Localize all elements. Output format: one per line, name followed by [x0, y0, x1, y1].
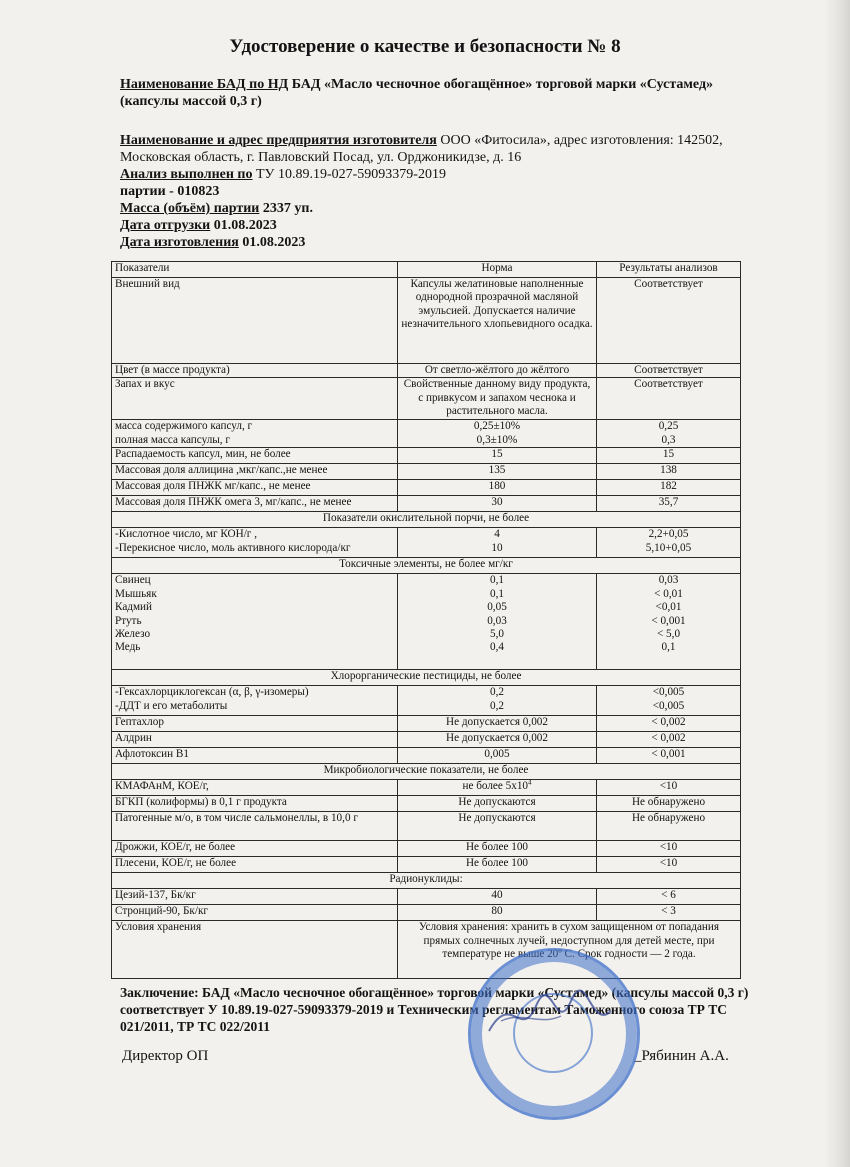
norm-cell: Условия хранения: хранить в сухом защищенном от попадания прямых солнечных лучей, недоступном для детей месте, при температуре не выше 20º С. Срок годности — 2 года. [398, 921, 741, 979]
result-header: Результаты анализов [597, 262, 741, 278]
table-row [112, 480, 741, 496]
table-section-row [112, 512, 741, 528]
scan-edge-shadow [824, 0, 850, 1167]
result-cell: 0,25 0,3 [597, 420, 741, 448]
norm-cell: Не более 100 [398, 857, 597, 873]
table-row [112, 496, 741, 512]
result-cell: 0,03 < 0,01 <0,01 < 0,001 < 5,0 0,1 [597, 574, 741, 670]
signer-name: _Рябинин А.А. [634, 1048, 729, 1064]
norm-cell: 4 10 [398, 528, 597, 558]
table-row [112, 464, 741, 480]
table-row [112, 748, 741, 764]
norm-cell: 40 [398, 889, 597, 905]
norm-cell: 80 [398, 905, 597, 921]
analysis-value: ТУ 10.89.19-027-59093379-2019 [252, 167, 446, 182]
table-row [112, 841, 741, 857]
signature-scribble [481, 981, 621, 1051]
manufacture-date-label: Дата изготовления [120, 235, 239, 250]
norm-cell: 0,2 0,2 [398, 686, 597, 716]
result-cell: <0,005 <0,005 [597, 686, 741, 716]
indicator-cell: Массовая доля ПНЖК омега 3, мг/капс., не менее [112, 496, 398, 512]
result-cell: 182 [597, 480, 741, 496]
indicator-cell: Гептахлор [112, 716, 398, 732]
indicator-cell: Стронций-90, Бк/кг [112, 905, 398, 921]
norm-cell: Капсулы желатиновые наполненные однородной прозрачной масляной эмульсией. Допускается наличие незначительного хлопьевидного осадка. [398, 278, 597, 364]
norm-exponent: 4 [528, 779, 532, 787]
norm-value: не более 5х10 [462, 780, 529, 793]
section-heading: Радионуклиды: [112, 873, 741, 889]
indicator-cell: -Кислотное число, мг КОН/г , -Перекисное число, моль активного кислорода/кг [112, 528, 398, 558]
shipping-date-line [120, 217, 760, 234]
result-cell: Соответствует [597, 278, 741, 364]
product-name-block [120, 76, 760, 110]
result-cell: <10 [597, 780, 741, 796]
table-row [112, 528, 741, 558]
section-heading: Микробиологические показатели, не более [112, 764, 741, 780]
norm-cell: Не допускается 0,002 [398, 716, 597, 732]
indicator-cell: -Гексахлорциклогексан (α, β, γ-изомеры) -ДДТ и его метаболиты [112, 686, 398, 716]
result-cell: 35,7 [597, 496, 741, 512]
table-row [112, 796, 741, 812]
indicator-cell: Афлотоксин В1 [112, 748, 398, 764]
result-cell: <10 [597, 841, 741, 857]
conclusion-text: Заключение: БАД «Масло чесночное обогащённое» торговой марки «Сустамед» (капсулы массой 0,3 г) соответствует У 10.89.19-027-59093379-2019 и Техническим регламентам Таможенного союза ТР ТС 021/2011, ТР ТС 022/2011 [120, 985, 749, 1034]
norm-cell: 30 [398, 496, 597, 512]
indicator-cell: Цвет (в массе продукта) [112, 364, 398, 378]
manufacturer-label: Наименование и адрес предприятия изготовителя [120, 133, 437, 148]
document-title: Удостоверение о качестве и безопасности № 8 [229, 36, 621, 57]
norm-cell: Не допускаются [398, 812, 597, 841]
mass-value: 2337 уп. [259, 201, 313, 216]
company-stamp [468, 948, 640, 1120]
norm-cell [398, 780, 597, 796]
analysis-line [120, 166, 760, 183]
section-heading: Хлорорганические пестициды, не более [112, 670, 741, 686]
result-cell: Соответствует [597, 364, 741, 378]
table-row [112, 278, 741, 364]
batch-line: партии - 010823 [120, 184, 220, 199]
shipping-date-label: Дата отгрузки [120, 218, 211, 233]
table-row [112, 686, 741, 716]
norm-cell: Не допускается 0,002 [398, 732, 597, 748]
mass-label: Масса (объём) партии [120, 201, 260, 216]
indicator-cell: Цезий-137, Бк/кг [112, 889, 398, 905]
section-heading: Показатели окислительной порчи, не более [112, 512, 741, 528]
mass-line [120, 200, 760, 217]
table-row [112, 378, 741, 420]
norm-cell: 15 [398, 448, 597, 464]
manufacturer-value: ООО «Фитосила», адрес изготовления: 142502, Московская область, г. Павловский Посад, ул. Орджоникидзе, д. 16 [120, 133, 723, 165]
indicator-cell: Условия хранения [112, 921, 398, 979]
norm-cell: Не более 100 [398, 841, 597, 857]
norm-cell: 180 [398, 480, 597, 496]
norm-cell: 0,005 [398, 748, 597, 764]
table-section-row [112, 670, 741, 686]
table-row [112, 574, 741, 670]
manufacture-date-value: 01.08.2023 [238, 235, 306, 250]
result-cell: < 3 [597, 905, 741, 921]
table-row [112, 905, 741, 921]
indicator-cell: Дрожжи, КОЕ/г, не более [112, 841, 398, 857]
table-row [112, 364, 741, 378]
table-row [112, 780, 741, 796]
shipping-date-value: 01.08.2023 [210, 218, 277, 233]
norm-header: Норма [398, 262, 597, 278]
norm-cell: Свойственные данному виду продукта, с привкусом и запахом чеснока и растительного масла. [398, 378, 597, 420]
result-cell: < 0,002 [597, 732, 741, 748]
indicator-cell: Патогенные м/о, в том числе сальмонеллы, в 10,0 г [112, 812, 398, 841]
indicator-cell: Запах и вкус [112, 378, 398, 420]
indicator-cell: Внешний вид [112, 278, 398, 364]
indicator-cell: Массовая доля ПНЖК мг/капс., не менее [112, 480, 398, 496]
table-section-row [112, 764, 741, 780]
table-row [112, 420, 741, 448]
result-cell: Не обнаружено [597, 812, 741, 841]
manufacturer-block [120, 132, 760, 166]
result-cell: < 6 [597, 889, 741, 905]
indicator-cell: Свинец Мышьяк Кадмий Ртуть Железо Медь [112, 574, 398, 670]
table-row [112, 732, 741, 748]
result-cell: 138 [597, 464, 741, 480]
table-row [112, 716, 741, 732]
norm-cell: От светло-жёлтого до жёлтого [398, 364, 597, 378]
table-row [112, 812, 741, 841]
result-cell: Не обнаружено [597, 796, 741, 812]
result-cell: < 0,001 [597, 748, 741, 764]
table-section-row [112, 873, 741, 889]
indicator-cell: КМАФАнМ, КОЕ/г, [112, 780, 398, 796]
indicator-header: Показатели [112, 262, 398, 278]
result-cell: <10 [597, 857, 741, 873]
result-cell: Соответствует [597, 378, 741, 420]
signer-position: Директор ОП [122, 1048, 209, 1064]
result-cell: < 0,002 [597, 716, 741, 732]
product-name-value: БАД «Масло чесночное обогащённое» торговой марки «Сустамед» (капсулы массой 0,3 г) [120, 77, 714, 109]
table-header-row [112, 262, 741, 278]
norm-cell: 135 [398, 464, 597, 480]
table-row [112, 857, 741, 873]
norm-cell: 0,1 0,1 0,05 0,03 5,0 0,4 [398, 574, 597, 670]
norm-cell: 0,25±10% 0,3±10% [398, 420, 597, 448]
section-heading: Токсичные элементы, не более мг/кг [112, 558, 741, 574]
quality-table [111, 261, 741, 979]
table-row [112, 448, 741, 464]
manufacture-date-line [120, 234, 760, 251]
analysis-label: Анализ выполнен по [120, 167, 253, 182]
result-cell: 15 [597, 448, 741, 464]
indicator-cell: Распадаемость капсул, мин, не более [112, 448, 398, 464]
table-row [112, 921, 741, 979]
table-row [112, 889, 741, 905]
norm-cell: Не допускаются [398, 796, 597, 812]
indicator-cell: Массовая доля аллицина ,мкг/капс.,не менее [112, 464, 398, 480]
indicator-cell: Плесени, КОЕ/г, не более [112, 857, 398, 873]
indicator-cell: БГКП (колиформы) в 0,1 г продукта [112, 796, 398, 812]
result-cell: 2,2+0,05 5,10+0,05 [597, 528, 741, 558]
table-section-row [112, 558, 741, 574]
indicator-cell: Алдрин [112, 732, 398, 748]
product-name-label: Наименование БАД по НД [120, 77, 289, 92]
indicator-cell: масса содержимого капсул, г полная масса капсулы, г [112, 420, 398, 448]
